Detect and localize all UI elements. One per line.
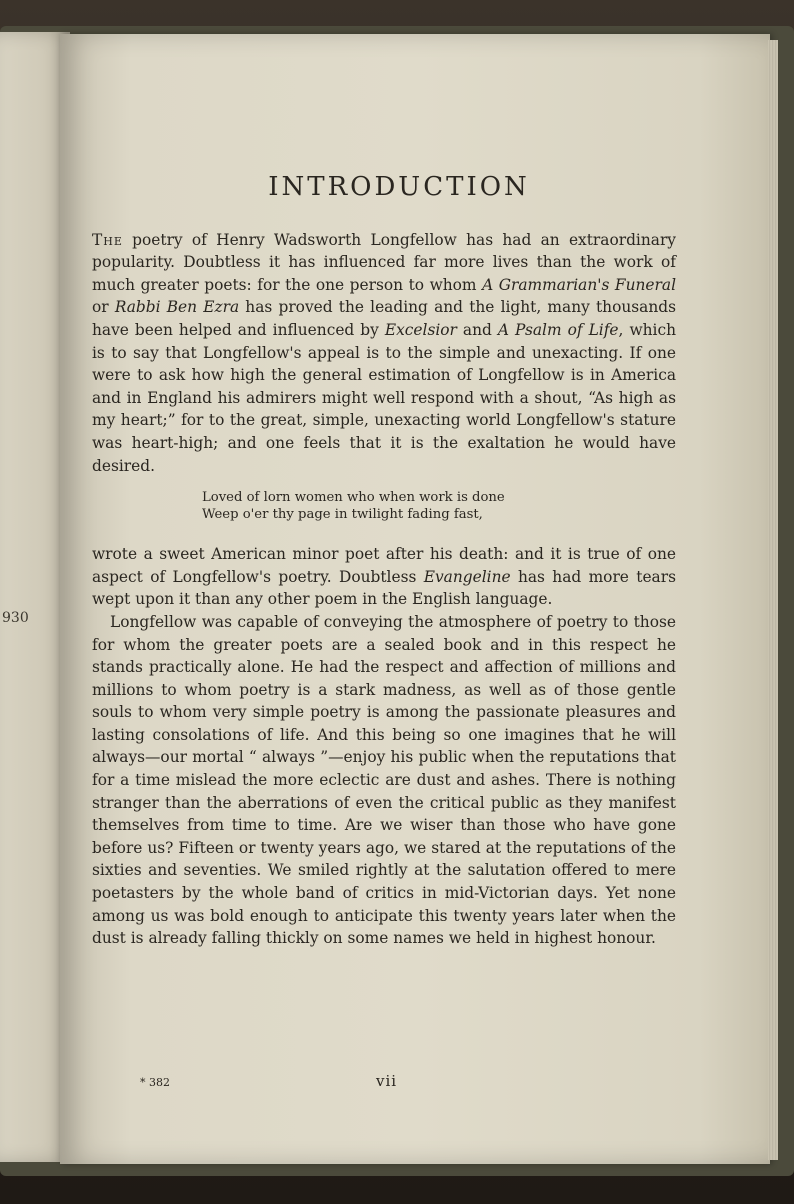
- paragraph-2-text: wrote a sweet American minor poet after his death: and it is true of one aspect of Longfellow's poetry. Doubtless: [92, 545, 676, 586]
- paragraph-1-join-2: has proved the leading and the light, many thousands have been helped and influenced by: [92, 298, 676, 339]
- paragraph-3: Longfellow was capable of conveying the atmosphere of poetry to those for whom the greater poets are a sealed book and in this respect he stands practically alone. He had the respect and affection of millions and millions to whom poetry is a stark madness, as well as of those gentle souls to whom very simple poetry is among the passionate pleasures and lasting consolations of life. And this being so one imagines that he will always—our mortal “ always ”—enjoy his public when the reputations that for a time mislead the more eclectic are dust and ashes. There is nothing stranger than the aberrations of even the critical public as they manifest themselves from time to time. Are we wiser than those who have gone before us? Fifteen or twenty years ago, we stared at the reputations of the sixties and seventies. We smiled rightly at the salutation offered to mere poetasters by the whole band of critics in mid-Victorian days. Yet none among us was bold enough to anticipate this twenty years later when the dust is already falling thickly on some names we held in highest honour.: [92, 612, 676, 948]
- page-edge: [768, 40, 778, 1160]
- paragraph-1-join-1: or: [92, 298, 115, 317]
- paragraph-1-text: poetry of Henry Wadsworth Longfellow has had an extraordinary popularity. Doubtless it has influenced far more lives than the work of much greater poets: for the one person to whom: [92, 230, 676, 294]
- page-title: INTRODUCTION: [268, 172, 530, 202]
- signature-mark: * 382: [140, 1076, 170, 1089]
- block-quote: [202, 489, 676, 523]
- quote-line-2: Weep o'er thy page in twilight fading fast,: [202, 507, 483, 523]
- paragraph-2-tail: has had more tears wept upon it than any other poem in the English language.: [92, 567, 676, 609]
- title-psalm-of-life: A Psalm of Life: [497, 320, 619, 339]
- paragraph-1-join-4: , which is to say that Longfellow's appeal is to the simple and unexacting. If one were to ask how high the general estimation of Longfellow is in America and in England his admirers might well respond with a shout, “As high as my heart;” for to the great, simple, unexacting world Longfellow's stature was heart-high; and one feels that it is the exaltation he would have desired.: [92, 320, 677, 475]
- paragraph-2: [92, 543, 676, 611]
- paragraph-1: [92, 229, 676, 478]
- paragraph-1-join-3: and: [456, 320, 498, 339]
- left-page-margin-number: 930: [2, 610, 29, 626]
- page-number: vii: [376, 1072, 398, 1090]
- title-excelsior: Excelsior: [384, 320, 457, 339]
- title-evangeline: Evangeline: [423, 567, 511, 586]
- quote-line-1: Loved of lorn women who when work is done: [202, 490, 505, 506]
- page-content: [92, 172, 677, 950]
- title-rabbi-ben-ezra: Rabbi Ben Ezra: [114, 298, 240, 317]
- title-grammarians-funeral: A Grammarian's Funeral: [482, 275, 676, 294]
- lead-word: The: [92, 230, 123, 249]
